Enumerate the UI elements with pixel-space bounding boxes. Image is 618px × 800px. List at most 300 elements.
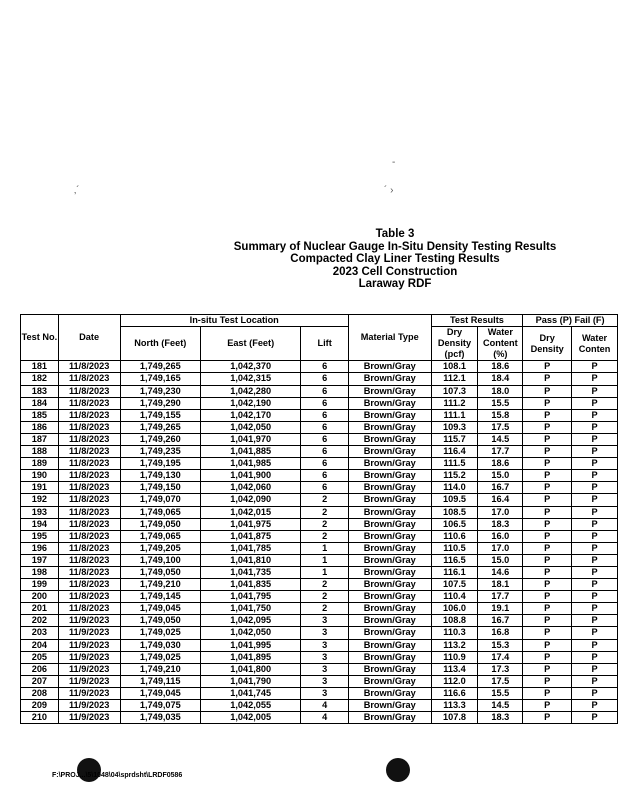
col-pf-water: Water Conten [572, 327, 618, 361]
cell-test-no: 208 [21, 687, 59, 699]
cell-lift: 2 [301, 579, 349, 591]
cell-water-content: 16.0 [478, 530, 523, 542]
cell-test-no: 195 [21, 530, 59, 542]
cell-date: 11/8/2023 [58, 421, 120, 433]
cell-pf-dry: P [523, 591, 572, 603]
cell-north: 1,749,265 [120, 361, 201, 373]
cell-east: 1,041,970 [201, 433, 301, 445]
cell-material: Brown/Gray [348, 458, 431, 470]
cell-lift: 6 [301, 470, 349, 482]
col-pf-dry: Dry Density [523, 327, 572, 361]
cell-date: 11/9/2023 [58, 651, 120, 663]
cell-pf-water: P [572, 373, 618, 385]
cell-pf-dry: P [523, 385, 572, 397]
cell-dry-density: 106.5 [431, 518, 478, 530]
cell-material: Brown/Gray [348, 675, 431, 687]
cell-pf-water: P [572, 494, 618, 506]
cell-dry-density: 110.3 [431, 627, 478, 639]
table-site: Laraway RDF [358, 278, 432, 290]
cell-north: 1,749,145 [120, 591, 201, 603]
cell-material: Brown/Gray [348, 361, 431, 373]
col-material: Material Type [348, 315, 431, 361]
cell-north: 1,749,030 [120, 639, 201, 651]
cell-east: 1,042,280 [201, 385, 301, 397]
cell-dry-density: 109.5 [431, 494, 478, 506]
cell-lift: 6 [301, 409, 349, 421]
cell-lift: 4 [301, 712, 349, 724]
cell-dry-density: 110.6 [431, 530, 478, 542]
table-title-block [0, 228, 618, 291]
cell-east: 1,041,785 [201, 542, 301, 554]
scan-speck: - [392, 157, 396, 168]
cell-north: 1,749,290 [120, 397, 201, 409]
cell-date: 11/8/2023 [58, 542, 120, 554]
table-row [21, 603, 618, 615]
cell-water-content: 17.5 [478, 421, 523, 433]
cell-north: 1,749,195 [120, 458, 201, 470]
table-row [21, 627, 618, 639]
cell-dry-density: 108.5 [431, 506, 478, 518]
col-water-content: Water Content (%) [478, 327, 523, 361]
table-row [21, 542, 618, 554]
col-pass-fail: Pass (P) Fail (F) [523, 315, 618, 327]
cell-water-content: 16.8 [478, 627, 523, 639]
table-row [21, 639, 618, 651]
cell-north: 1,749,210 [120, 663, 201, 675]
cell-pf-water: P [572, 675, 618, 687]
cell-material: Brown/Gray [348, 518, 431, 530]
cell-north: 1,749,050 [120, 615, 201, 627]
table-row [21, 675, 618, 687]
cell-test-no: 209 [21, 700, 59, 712]
cell-dry-density: 116.5 [431, 554, 478, 566]
cell-pf-water: P [572, 482, 618, 494]
col-east: East (Feet) [201, 327, 301, 361]
cell-material: Brown/Gray [348, 627, 431, 639]
cell-test-no: 188 [21, 446, 59, 458]
cell-lift: 1 [301, 566, 349, 578]
cell-date: 11/8/2023 [58, 591, 120, 603]
cell-date: 11/8/2023 [58, 433, 120, 445]
cell-lift: 2 [301, 530, 349, 542]
cell-test-no: 189 [21, 458, 59, 470]
cell-east: 1,041,835 [201, 579, 301, 591]
cell-dry-density: 116.1 [431, 566, 478, 578]
cell-water-content: 14.5 [478, 433, 523, 445]
cell-dry-density: 116.4 [431, 446, 478, 458]
cell-material: Brown/Gray [348, 639, 431, 651]
cell-water-content: 15.5 [478, 687, 523, 699]
cell-test-no: 194 [21, 518, 59, 530]
cell-pf-dry: P [523, 409, 572, 421]
cell-date: 11/8/2023 [58, 494, 120, 506]
cell-water-content: 18.6 [478, 458, 523, 470]
cell-pf-dry: P [523, 687, 572, 699]
cell-lift: 3 [301, 627, 349, 639]
cell-dry-density: 115.7 [431, 433, 478, 445]
cell-dry-density: 116.6 [431, 687, 478, 699]
table-row [21, 591, 618, 603]
cell-date: 11/9/2023 [58, 675, 120, 687]
cell-material: Brown/Gray [348, 397, 431, 409]
cell-pf-dry: P [523, 506, 572, 518]
cell-dry-density: 107.5 [431, 579, 478, 591]
cell-lift: 3 [301, 651, 349, 663]
table-row [21, 409, 618, 421]
cell-water-content: 14.5 [478, 700, 523, 712]
cell-north: 1,749,070 [120, 494, 201, 506]
cell-water-content: 17.7 [478, 446, 523, 458]
cell-north: 1,749,210 [120, 579, 201, 591]
cell-date: 11/8/2023 [58, 482, 120, 494]
cell-east: 1,041,895 [201, 651, 301, 663]
cell-test-no: 199 [21, 579, 59, 591]
cell-pf-water: P [572, 700, 618, 712]
cell-pf-water: P [572, 446, 618, 458]
cell-test-no: 196 [21, 542, 59, 554]
cell-date: 11/9/2023 [58, 639, 120, 651]
cell-pf-water: P [572, 542, 618, 554]
cell-pf-water: P [572, 433, 618, 445]
cell-pf-water: P [572, 615, 618, 627]
cell-east: 1,042,095 [201, 615, 301, 627]
cell-pf-dry: P [523, 433, 572, 445]
cell-water-content: 17.3 [478, 663, 523, 675]
cell-test-no: 207 [21, 675, 59, 687]
table-row [21, 700, 618, 712]
cell-dry-density: 114.0 [431, 482, 478, 494]
cell-lift: 3 [301, 687, 349, 699]
cell-east: 1,042,090 [201, 494, 301, 506]
cell-north: 1,749,235 [120, 446, 201, 458]
cell-pf-water: P [572, 566, 618, 578]
cell-date: 11/8/2023 [58, 554, 120, 566]
cell-date: 11/8/2023 [58, 373, 120, 385]
cell-east: 1,042,050 [201, 421, 301, 433]
cell-water-content: 15.0 [478, 470, 523, 482]
cell-lift: 6 [301, 482, 349, 494]
cell-east: 1,041,750 [201, 603, 301, 615]
table-row [21, 385, 618, 397]
cell-date: 11/8/2023 [58, 361, 120, 373]
cell-pf-water: P [572, 579, 618, 591]
table-row [21, 579, 618, 591]
table-row [21, 482, 618, 494]
cell-date: 11/8/2023 [58, 409, 120, 421]
cell-material: Brown/Gray [348, 446, 431, 458]
cell-north: 1,749,025 [120, 651, 201, 663]
cell-pf-water: P [572, 651, 618, 663]
cell-north: 1,749,050 [120, 518, 201, 530]
cell-test-no: 186 [21, 421, 59, 433]
cell-pf-water: P [572, 506, 618, 518]
cell-east: 1,042,050 [201, 627, 301, 639]
cell-north: 1,749,150 [120, 482, 201, 494]
cell-material: Brown/Gray [348, 433, 431, 445]
table-title: Summary of Nuclear Gauge In-Situ Density Testing Results [233, 240, 557, 253]
table-project: 2023 Cell Construction [332, 265, 458, 278]
cell-dry-density: 110.9 [431, 651, 478, 663]
cell-date: 11/8/2023 [58, 470, 120, 482]
cell-test-no: 183 [21, 385, 59, 397]
table-row [21, 518, 618, 530]
cell-material: Brown/Gray [348, 554, 431, 566]
table-row [21, 663, 618, 675]
cell-test-no: 203 [21, 627, 59, 639]
cell-pf-water: P [572, 639, 618, 651]
cell-water-content: 18.6 [478, 361, 523, 373]
cell-lift: 3 [301, 675, 349, 687]
cell-water-content: 18.0 [478, 385, 523, 397]
cell-north: 1,749,130 [120, 470, 201, 482]
cell-material: Brown/Gray [348, 385, 431, 397]
cell-east: 1,041,745 [201, 687, 301, 699]
cell-lift: 3 [301, 663, 349, 675]
table-row [21, 470, 618, 482]
cell-dry-density: 115.2 [431, 470, 478, 482]
cell-east: 1,041,885 [201, 446, 301, 458]
cell-north: 1,749,025 [120, 627, 201, 639]
cell-water-content: 15.5 [478, 397, 523, 409]
cell-test-no: 181 [21, 361, 59, 373]
table-row [21, 373, 618, 385]
cell-pf-water: P [572, 627, 618, 639]
scan-speck: ‚´ [74, 185, 80, 196]
cell-pf-dry: P [523, 494, 572, 506]
cell-north: 1,749,260 [120, 433, 201, 445]
cell-water-content: 17.7 [478, 591, 523, 603]
cell-test-no: 198 [21, 566, 59, 578]
cell-test-no: 187 [21, 433, 59, 445]
table-row [21, 554, 618, 566]
punch-hole [386, 758, 410, 782]
cell-pf-dry: P [523, 470, 572, 482]
cell-east: 1,042,060 [201, 482, 301, 494]
cell-lift: 6 [301, 361, 349, 373]
cell-date: 11/9/2023 [58, 700, 120, 712]
cell-lift: 3 [301, 639, 349, 651]
cell-material: Brown/Gray [348, 651, 431, 663]
table-row [21, 446, 618, 458]
table-row [21, 421, 618, 433]
table-subtitle: Compacted Clay Liner Testing Results [290, 253, 500, 265]
cell-test-no: 184 [21, 397, 59, 409]
cell-dry-density: 111.1 [431, 409, 478, 421]
cell-date: 11/8/2023 [58, 385, 120, 397]
cell-pf-dry: P [523, 639, 572, 651]
cell-pf-dry: P [523, 579, 572, 591]
cell-water-content: 17.4 [478, 651, 523, 663]
cell-dry-density: 110.4 [431, 591, 478, 603]
cell-lift: 6 [301, 421, 349, 433]
cell-east: 1,041,985 [201, 458, 301, 470]
cell-pf-water: P [572, 663, 618, 675]
cell-water-content: 15.3 [478, 639, 523, 651]
cell-lift: 4 [301, 700, 349, 712]
cell-water-content: 17.0 [478, 506, 523, 518]
cell-east: 1,041,790 [201, 675, 301, 687]
cell-water-content: 18.3 [478, 712, 523, 724]
cell-north: 1,749,075 [120, 700, 201, 712]
cell-pf-water: P [572, 603, 618, 615]
cell-date: 11/8/2023 [58, 566, 120, 578]
scan-speck: ´ › [384, 185, 394, 196]
cell-pf-water: P [572, 397, 618, 409]
cell-dry-density: 113.3 [431, 700, 478, 712]
cell-lift: 6 [301, 385, 349, 397]
cell-dry-density: 113.4 [431, 663, 478, 675]
cell-lift: 6 [301, 446, 349, 458]
cell-water-content: 15.8 [478, 409, 523, 421]
cell-north: 1,749,155 [120, 409, 201, 421]
cell-water-content: 15.0 [478, 554, 523, 566]
cell-north: 1,749,165 [120, 373, 201, 385]
cell-water-content: 17.0 [478, 542, 523, 554]
cell-pf-water: P [572, 458, 618, 470]
cell-water-content: 18.4 [478, 373, 523, 385]
col-dry-density: Dry Density (pcf) [431, 327, 478, 361]
cell-test-no: 182 [21, 373, 59, 385]
cell-pf-dry: P [523, 712, 572, 724]
cell-material: Brown/Gray [348, 591, 431, 603]
cell-pf-dry: P [523, 675, 572, 687]
cell-north: 1,749,065 [120, 506, 201, 518]
cell-dry-density: 112.0 [431, 675, 478, 687]
cell-material: Brown/Gray [348, 482, 431, 494]
cell-pf-water: P [572, 421, 618, 433]
cell-pf-water: P [572, 712, 618, 724]
cell-date: 11/8/2023 [58, 506, 120, 518]
table-row [21, 712, 618, 724]
table-row [21, 494, 618, 506]
cell-material: Brown/Gray [348, 687, 431, 699]
cell-east: 1,041,995 [201, 639, 301, 651]
cell-water-content: 16.7 [478, 482, 523, 494]
cell-lift: 2 [301, 506, 349, 518]
cell-north: 1,749,050 [120, 566, 201, 578]
cell-pf-water: P [572, 687, 618, 699]
cell-pf-dry: P [523, 603, 572, 615]
cell-date: 11/8/2023 [58, 458, 120, 470]
cell-dry-density: 111.5 [431, 458, 478, 470]
cell-dry-density: 107.8 [431, 712, 478, 724]
cell-pf-water: P [572, 470, 618, 482]
col-test-results: Test Results [431, 315, 523, 327]
cell-material: Brown/Gray [348, 579, 431, 591]
table-number: Table 3 [375, 228, 415, 240]
cell-north: 1,749,100 [120, 554, 201, 566]
cell-pf-water: P [572, 518, 618, 530]
cell-date: 11/9/2023 [58, 615, 120, 627]
table-row [21, 530, 618, 542]
cell-dry-density: 106.0 [431, 603, 478, 615]
cell-material: Brown/Gray [348, 494, 431, 506]
cell-lift: 2 [301, 494, 349, 506]
cell-pf-water: P [572, 361, 618, 373]
cell-material: Brown/Gray [348, 542, 431, 554]
cell-date: 11/9/2023 [58, 687, 120, 699]
cell-date: 11/9/2023 [58, 712, 120, 724]
cell-lift: 1 [301, 554, 349, 566]
cell-water-content: 17.5 [478, 675, 523, 687]
cell-material: Brown/Gray [348, 470, 431, 482]
cell-pf-dry: P [523, 421, 572, 433]
table-row [21, 433, 618, 445]
col-lift: Lift [301, 327, 349, 361]
cell-test-no: 200 [21, 591, 59, 603]
cell-north: 1,749,045 [120, 687, 201, 699]
cell-dry-density: 111.2 [431, 397, 478, 409]
cell-date: 11/9/2023 [58, 627, 120, 639]
cell-material: Brown/Gray [348, 566, 431, 578]
cell-test-no: 205 [21, 651, 59, 663]
cell-pf-dry: P [523, 542, 572, 554]
cell-pf-water: P [572, 554, 618, 566]
cell-material: Brown/Gray [348, 409, 431, 421]
cell-material: Brown/Gray [348, 603, 431, 615]
cell-pf-dry: P [523, 446, 572, 458]
cell-material: Brown/Gray [348, 421, 431, 433]
cell-east: 1,041,795 [201, 591, 301, 603]
cell-north: 1,749,265 [120, 421, 201, 433]
table-row [21, 506, 618, 518]
table-row [21, 458, 618, 470]
cell-lift: 1 [301, 542, 349, 554]
cell-pf-water: P [572, 591, 618, 603]
cell-date: 11/8/2023 [58, 518, 120, 530]
cell-pf-water: P [572, 530, 618, 542]
cell-material: Brown/Gray [348, 615, 431, 627]
cell-pf-dry: P [523, 627, 572, 639]
table-body [21, 361, 618, 724]
cell-dry-density: 107.3 [431, 385, 478, 397]
cell-north: 1,749,205 [120, 542, 201, 554]
cell-east: 1,041,900 [201, 470, 301, 482]
cell-material: Brown/Gray [348, 530, 431, 542]
cell-lift: 6 [301, 397, 349, 409]
col-date: Date [58, 315, 120, 361]
cell-east: 1,042,005 [201, 712, 301, 724]
cell-dry-density: 108.8 [431, 615, 478, 627]
cell-test-no: 202 [21, 615, 59, 627]
cell-dry-density: 112.1 [431, 373, 478, 385]
cell-material: Brown/Gray [348, 373, 431, 385]
cell-north: 1,749,035 [120, 712, 201, 724]
cell-test-no: 206 [21, 663, 59, 675]
cell-pf-dry: P [523, 518, 572, 530]
table-row [21, 566, 618, 578]
cell-pf-water: P [572, 385, 618, 397]
cell-dry-density: 109.3 [431, 421, 478, 433]
cell-water-content: 18.3 [478, 518, 523, 530]
cell-north: 1,749,230 [120, 385, 201, 397]
col-north: North (Feet) [120, 327, 201, 361]
cell-pf-dry: P [523, 663, 572, 675]
cell-test-no: 197 [21, 554, 59, 566]
cell-lift: 2 [301, 591, 349, 603]
cell-test-no: 193 [21, 506, 59, 518]
cell-east: 1,041,800 [201, 663, 301, 675]
table-row [21, 651, 618, 663]
cell-pf-dry: P [523, 361, 572, 373]
cell-material: Brown/Gray [348, 506, 431, 518]
cell-test-no: 191 [21, 482, 59, 494]
cell-east: 1,042,055 [201, 700, 301, 712]
cell-pf-water: P [572, 409, 618, 421]
cell-east: 1,042,190 [201, 397, 301, 409]
cell-lift: 6 [301, 458, 349, 470]
cell-water-content: 16.7 [478, 615, 523, 627]
